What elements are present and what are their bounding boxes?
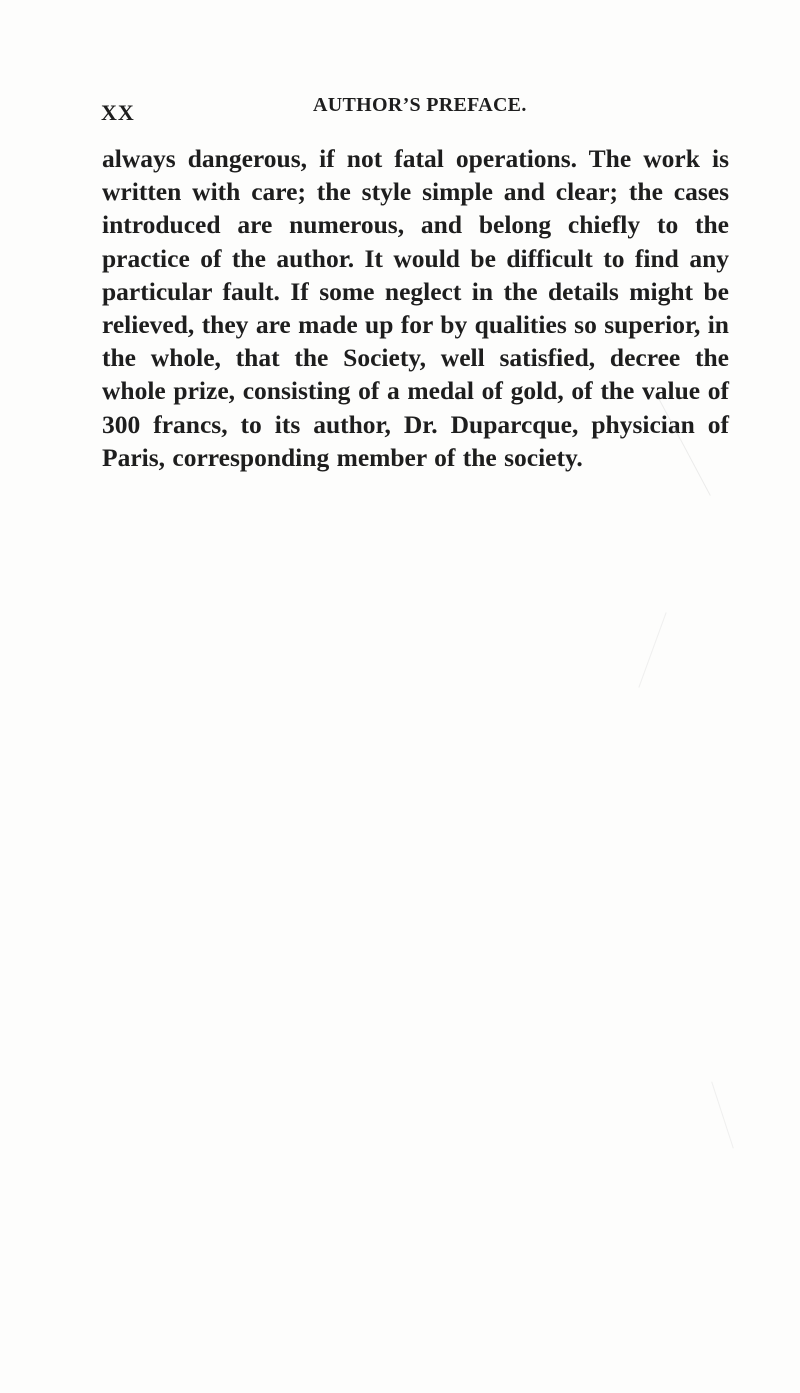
page-number: XX bbox=[101, 100, 135, 125]
scan-artifact bbox=[638, 612, 666, 688]
body-text bbox=[102, 142, 729, 474]
paragraph: always dangerous, if not fatal operations. The work is written with care; the style simple and clear; the cases introduced are numerous, and belong chiefly to the practice of the author. It would be difficult to find any particular fault. If some neglect in the details might be relieved, they are made up for by qualities so superior, in the whole, that the Society, well satisfied, decree the whole prize, consisting of a medal of gold, of the value of 300 francs, to its author, Dr. Duparcque, physician of Paris, corresponding member of the society. bbox=[102, 144, 729, 472]
running-head bbox=[0, 94, 800, 124]
running-title: AUTHOR’S PREFACE. bbox=[313, 94, 527, 116]
scan-artifact bbox=[711, 1082, 734, 1149]
